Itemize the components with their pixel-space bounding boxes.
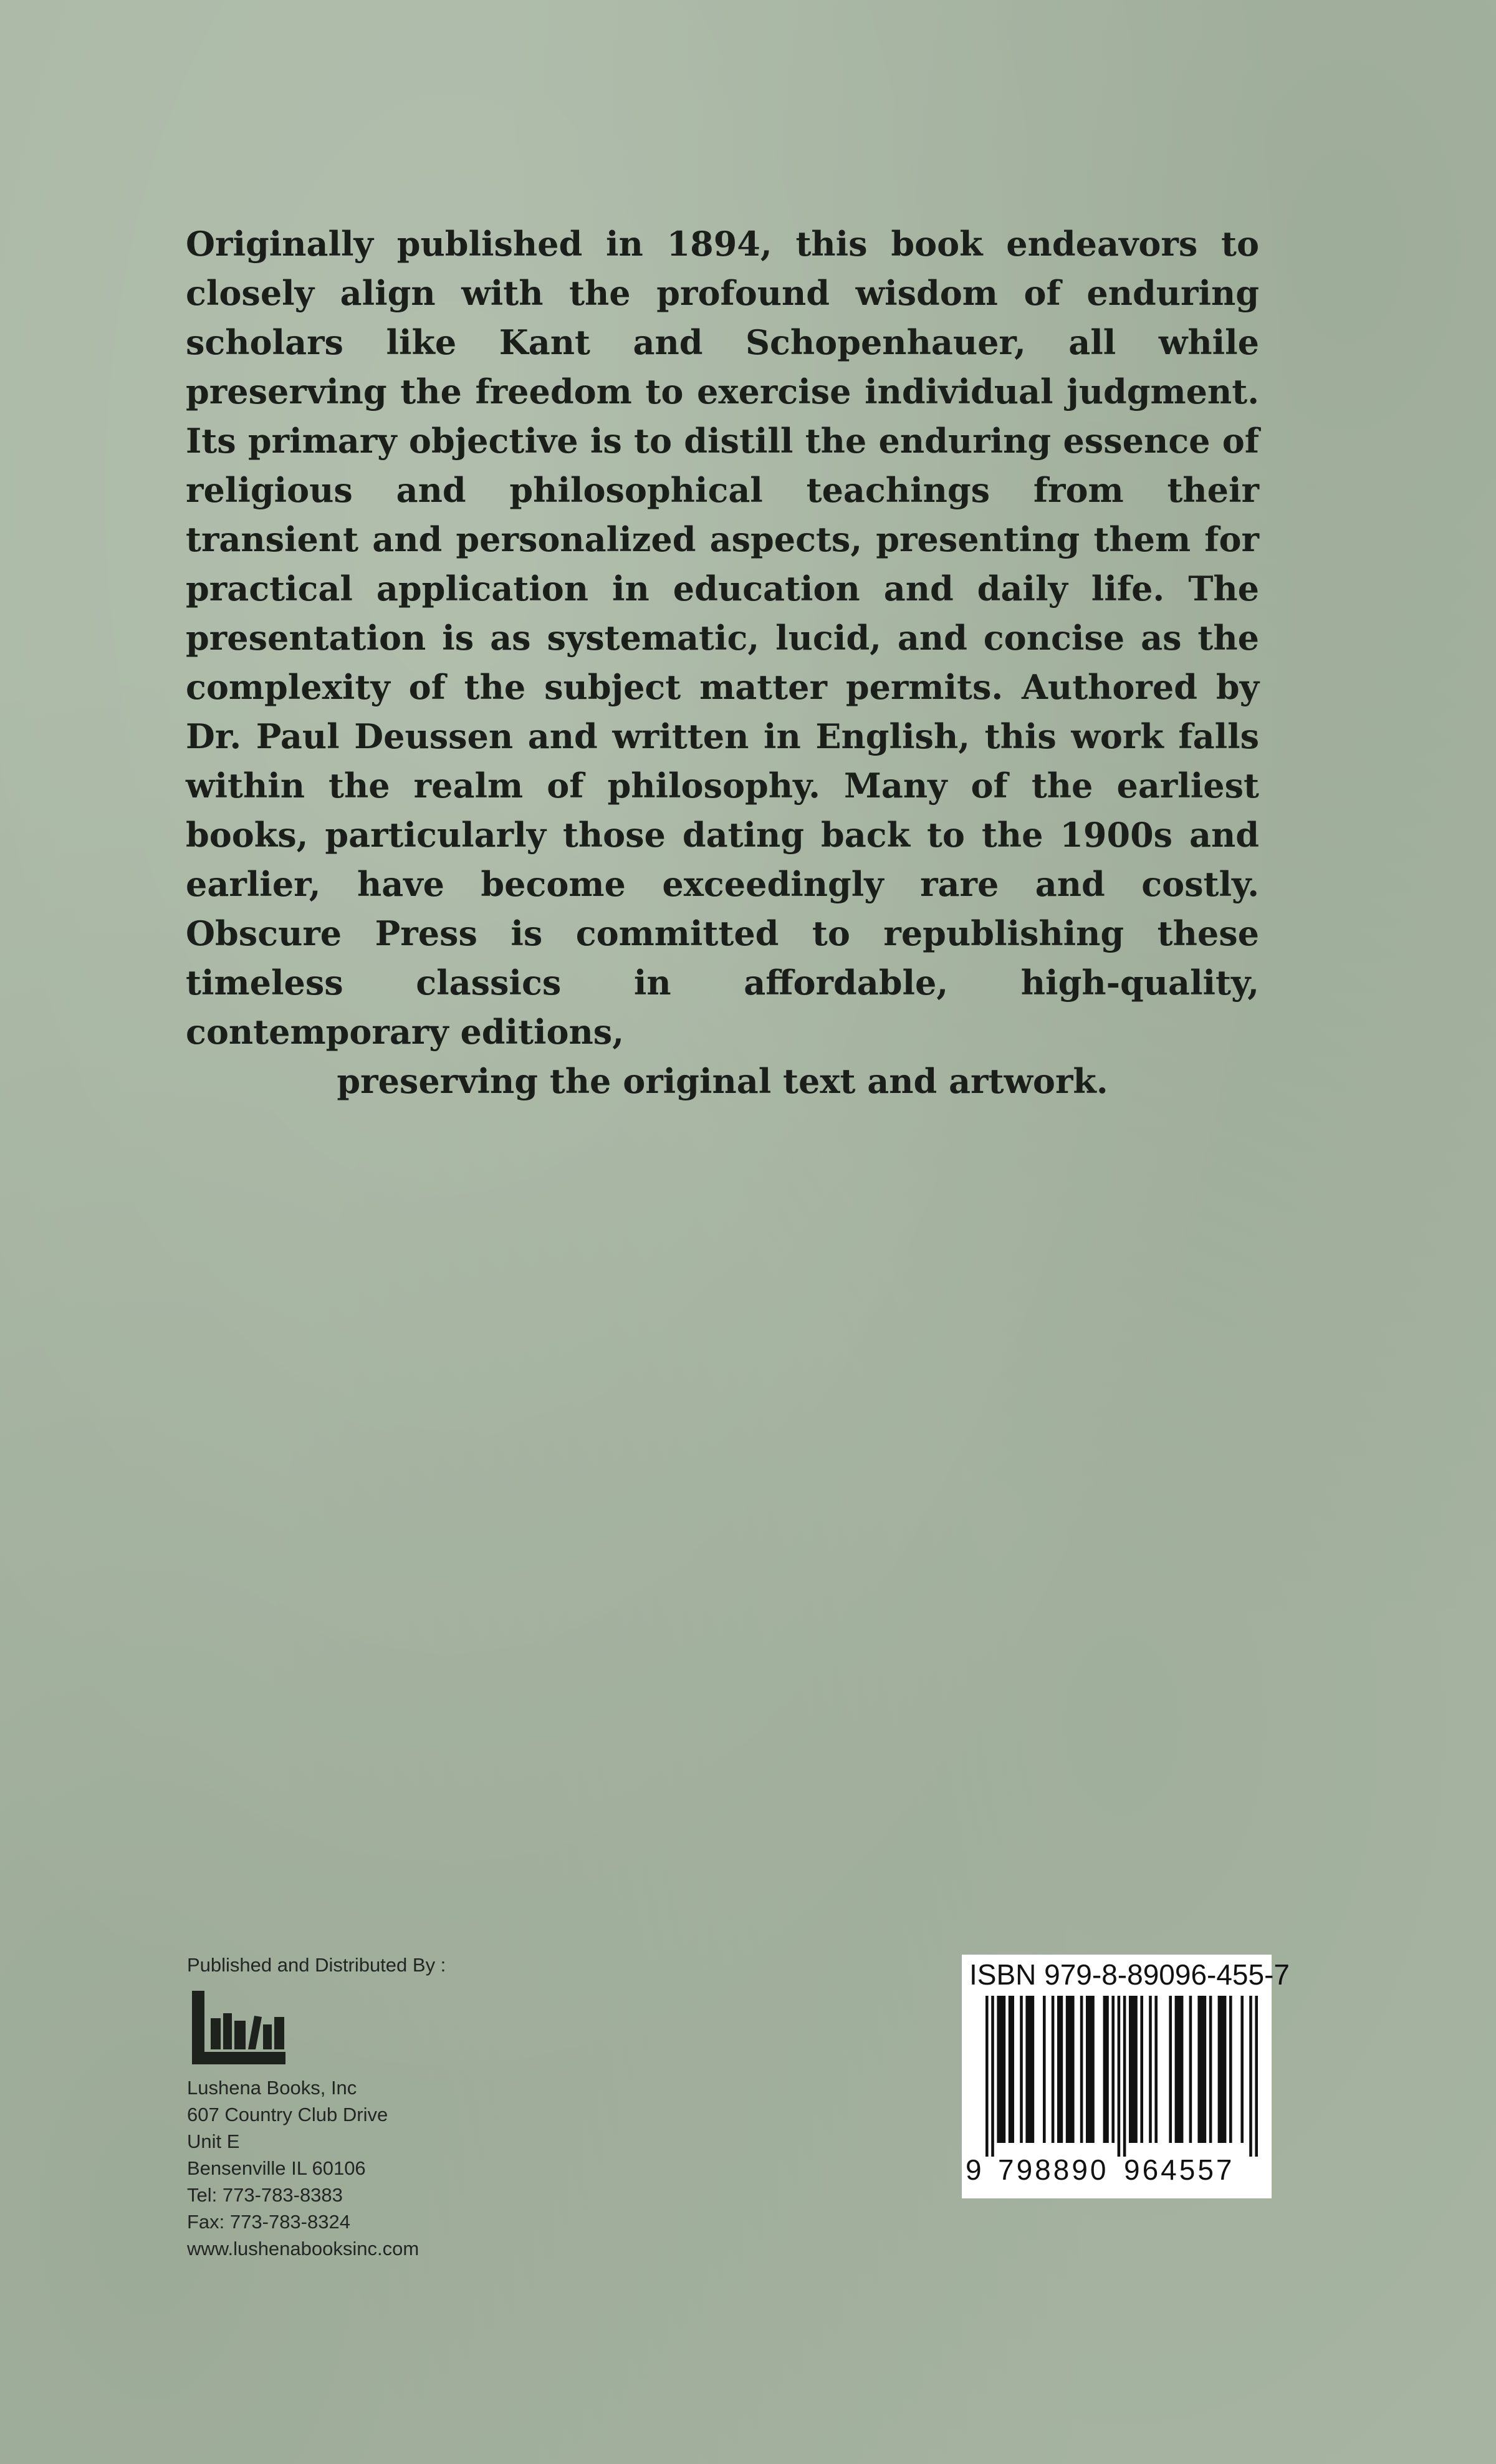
publisher-website: www.lushenabooksinc.com: [187, 2238, 420, 2259]
barcode-guard-bar: [1118, 1996, 1121, 2157]
barcode-bar: [1197, 1996, 1206, 2143]
barcode-left-digits: 798890: [998, 2154, 1109, 2186]
barcode-bar: [1189, 1996, 1192, 2143]
barcode-digits: [962, 2153, 1272, 2190]
publisher-unit: Unit E: [187, 2130, 240, 2152]
barcode-first-digit: 9: [966, 2154, 982, 2186]
barcode-bar: [1154, 1996, 1158, 2143]
barcode-bars: [962, 1996, 1272, 2158]
barcode-bar: [1149, 1996, 1152, 2143]
barcode-guard-bar: [1123, 1996, 1126, 2157]
publisher-fax: Fax: 773-783-8324: [187, 2211, 350, 2233]
barcode-bar: [1103, 1996, 1109, 2143]
barcode-bar: [997, 1996, 1005, 2143]
isbn-label: ISBN 979-8-89096-455-7: [969, 1958, 1290, 1991]
publisher-heading: Published and Distributed By :: [187, 1954, 446, 1976]
barcode-bar: [1169, 1996, 1172, 2143]
barcode-bar: [1218, 1996, 1227, 2143]
barcode-bar: [1209, 1996, 1212, 2143]
barcode-guard-bar: [991, 1996, 994, 2157]
barcode-bar: [1111, 1996, 1115, 2143]
barcode-bar: [1025, 1996, 1034, 2143]
barcode-guard-bar: [1249, 1996, 1252, 2157]
barcode-bar: [1129, 1996, 1138, 2143]
publisher-block: [187, 1951, 623, 2262]
barcode-bar: [1052, 1996, 1055, 2143]
barcode-bar: [1020, 1996, 1023, 2143]
publisher-city: Bensenville IL 60106: [187, 2157, 366, 2179]
barcode-bar: [1086, 1996, 1095, 2143]
isbn-barcode: [962, 1955, 1290, 2198]
publisher-name: Lushena Books, Inc: [187, 2077, 357, 2099]
barcode-bar: [1066, 1996, 1075, 2143]
book-description: [186, 219, 1259, 1106]
barcode-guard-bar: [985, 1996, 989, 2157]
barcode-bar: [1080, 1996, 1083, 2143]
barcode-bar: [1057, 1996, 1063, 2143]
barcode-right-digits: 964557: [1124, 2154, 1235, 2186]
book-description-body: Originally published in 1894, this book endeavors to closely align with the profound wisdom of enduring scholars like Kant and Schopenhauer, all while preserving the freedom to exercise individual judgment. Its primary objective is to distill the enduring essence of religious and philosophical teachings from their transient and personalized aspects, presenting them for practical application in education and daily life. The presentation is as systematic, lucid, and concise as the complexity of the subject matter permits. Authored by Dr. Paul Deussen and written in English, this work falls within the realm of philosophy. Many of the earliest books, particularly those dating back to the 1900s and earlier, have become exceedingly rare and costly. Obscure Press is committed to republishing these timeless classics in affordable, high-quality, contemporary editions,: [186, 224, 1259, 1052]
barcode-bar: [1175, 1996, 1184, 2143]
lushena-books-logo-icon: [189, 1990, 289, 2066]
barcode-bar: [1043, 1996, 1046, 2143]
book-description-last-line: preserving the original text and artwork.: [337, 1061, 1108, 1101]
barcode-bar: [1229, 1996, 1232, 2143]
publisher-street: 607 Country Club Drive: [187, 2104, 388, 2125]
barcode-bar: [1140, 1996, 1143, 2143]
barcode-guard-bar: [1255, 1996, 1258, 2157]
barcode-bar: [1240, 1996, 1244, 2143]
publisher-tel: Tel: 773-783-8383: [187, 2184, 343, 2206]
barcode-bar: [1009, 1996, 1014, 2143]
